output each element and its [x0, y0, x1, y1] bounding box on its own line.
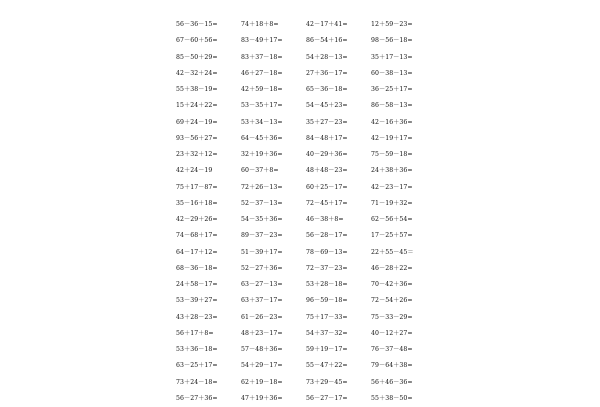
math-problem: 69＋24－19=: [176, 118, 218, 126]
math-problem: 56－27＋36=: [176, 394, 218, 402]
math-problem: 93－56＋27=: [176, 134, 218, 142]
math-problem: 75－59－18=: [371, 151, 413, 159]
math-problem: 42－19＋17=: [371, 134, 413, 142]
math-problem: 36－25＋17=: [371, 86, 413, 94]
math-problem: 96－59－18=: [306, 297, 348, 305]
math-problem: 63－25＋17=: [176, 362, 218, 370]
math-problem: 54＋29－17=: [241, 362, 283, 370]
math-problem: 56＋46－36=: [371, 378, 413, 386]
math-problem: 89－37－23=: [241, 232, 283, 240]
math-problem: 40－29＋36=: [306, 151, 348, 159]
math-problem: 56－28－17=: [306, 232, 348, 240]
math-problem: 68－36－18=: [176, 264, 218, 272]
math-problem: 53－39＋27=: [176, 297, 218, 305]
problem-grid: [176, 17, 436, 407]
math-problem: 48＋48－23=: [306, 167, 348, 175]
math-problem: 72－37－23=: [306, 264, 348, 272]
math-problem: 70－42＋36=: [371, 281, 413, 289]
math-problem: 54－45＋23=: [306, 102, 348, 110]
math-problem: 54－35＋36=: [241, 216, 283, 224]
math-problem: 43＋28－23=: [176, 313, 218, 321]
math-problem: 55＋38－19=: [176, 86, 218, 94]
math-problem: 12＋59－23=: [371, 21, 413, 29]
math-problem: 55－47＋22=: [306, 362, 348, 370]
math-problem: 46－28＋22=: [371, 264, 413, 272]
math-problem: 53＋34－13=: [241, 118, 283, 126]
math-problem: 52－37－13=: [241, 199, 283, 207]
math-problem: 72＋26－13=: [241, 183, 283, 191]
math-problem: 48＋23－17=: [241, 329, 283, 337]
math-problem: 98－56－18=: [371, 37, 413, 45]
math-problem: 65－36－18=: [306, 86, 348, 94]
math-problem: 79－64＋38=: [371, 362, 413, 370]
math-problem: 24＋38＋36=: [371, 167, 413, 175]
math-problem: 72－45＋17=: [306, 199, 348, 207]
math-problem: 56－27－17=: [306, 394, 348, 402]
math-problem: 42－17＋41=: [306, 21, 348, 29]
math-problem: 72－54＋26=: [371, 297, 413, 305]
math-problem: 76－37－48=: [371, 346, 413, 354]
math-problem: 53＋36－18=: [176, 346, 218, 354]
math-problem: 42－23－17=: [371, 183, 413, 191]
math-problem: 42＋24－19: [176, 167, 213, 175]
math-problem: 35＋17－13=: [371, 53, 413, 61]
math-problem: 71－19＋32=: [371, 199, 413, 207]
math-problem: 42＋59－18=: [241, 86, 283, 94]
math-problem: 53＋28－18=: [306, 281, 348, 289]
math-problem: 74－68＋17=: [176, 232, 218, 240]
math-problem: 15＋24＋22=: [176, 102, 218, 110]
math-problem: 60＋25－17=: [306, 183, 348, 191]
math-problem: 56＋17＋8=: [176, 329, 214, 337]
math-problem: 42－32＋24=: [176, 69, 218, 77]
math-problem: 27＋36－17=: [306, 69, 348, 77]
math-problem: 86－54＋16=: [306, 37, 348, 45]
math-problem: 62－56＋54=: [371, 216, 413, 224]
worksheet-page: [176, 17, 436, 402]
math-problem: 51－39＋17=: [241, 248, 283, 256]
math-problem: 53－35＋17=: [241, 102, 283, 110]
math-problem: 78－69－13=: [306, 248, 348, 256]
math-problem: 54＋37－32=: [306, 329, 348, 337]
math-problem: 46－38＋8=: [306, 216, 344, 224]
math-problem: 61－26－23=: [241, 313, 283, 321]
math-problem: 86－58－13=: [371, 102, 413, 110]
math-problem: 62＋19－18=: [241, 378, 283, 386]
math-problem: 52－27＋36=: [241, 264, 283, 272]
math-problem: 22＋55－45＝: [371, 248, 414, 256]
math-problem: 56－36－15=: [176, 21, 218, 29]
math-problem: 47＋19＋36=: [241, 394, 283, 402]
math-problem: 75＋17－87=: [176, 183, 218, 191]
math-problem: 84－48＋17=: [306, 134, 348, 142]
math-problem: 74＋18＋8=: [241, 21, 279, 29]
math-problem: 42－29＋26=: [176, 216, 218, 224]
math-problem: 75－33－29=: [371, 313, 413, 321]
math-problem: 85－50＋29=: [176, 53, 218, 61]
math-problem: 17－25＋57=: [371, 232, 413, 240]
math-problem: 63－27－13=: [241, 281, 283, 289]
math-problem: 73＋24－18=: [176, 378, 218, 386]
math-problem: 83－49＋17=: [241, 37, 283, 45]
math-problem: 23＋32＋12=: [176, 151, 218, 159]
math-problem: 67－60＋56=: [176, 37, 218, 45]
math-problem: 24＋58－17=: [176, 281, 218, 289]
math-problem: 40－12＋27=: [371, 329, 413, 337]
math-problem: 57－48＋36=: [241, 346, 283, 354]
math-problem: 32＋19＋36=: [241, 151, 283, 159]
math-problem: 64－45＋36=: [241, 134, 283, 142]
math-problem: 63＋37－17=: [241, 297, 283, 305]
math-problem: 60－37＋8=: [241, 167, 279, 175]
math-problem: 60－38－13=: [371, 69, 413, 77]
math-problem: 35＋27－23=: [306, 118, 348, 126]
math-problem: 64－17＋12=: [176, 248, 218, 256]
math-problem: 35－16＋18=: [176, 199, 218, 207]
math-problem: 55＋38－50=: [371, 394, 413, 402]
math-problem: 46＋27－18=: [241, 69, 283, 77]
math-problem: 75＋17－33=: [306, 313, 348, 321]
math-problem: 42－16＋36=: [371, 118, 413, 126]
math-problem: 54＋28－13=: [306, 53, 348, 61]
math-problem: 59＋19－17=: [306, 346, 348, 354]
math-problem: 73＋29－45=: [306, 378, 348, 386]
math-problem: 83＋37－18=: [241, 53, 283, 61]
